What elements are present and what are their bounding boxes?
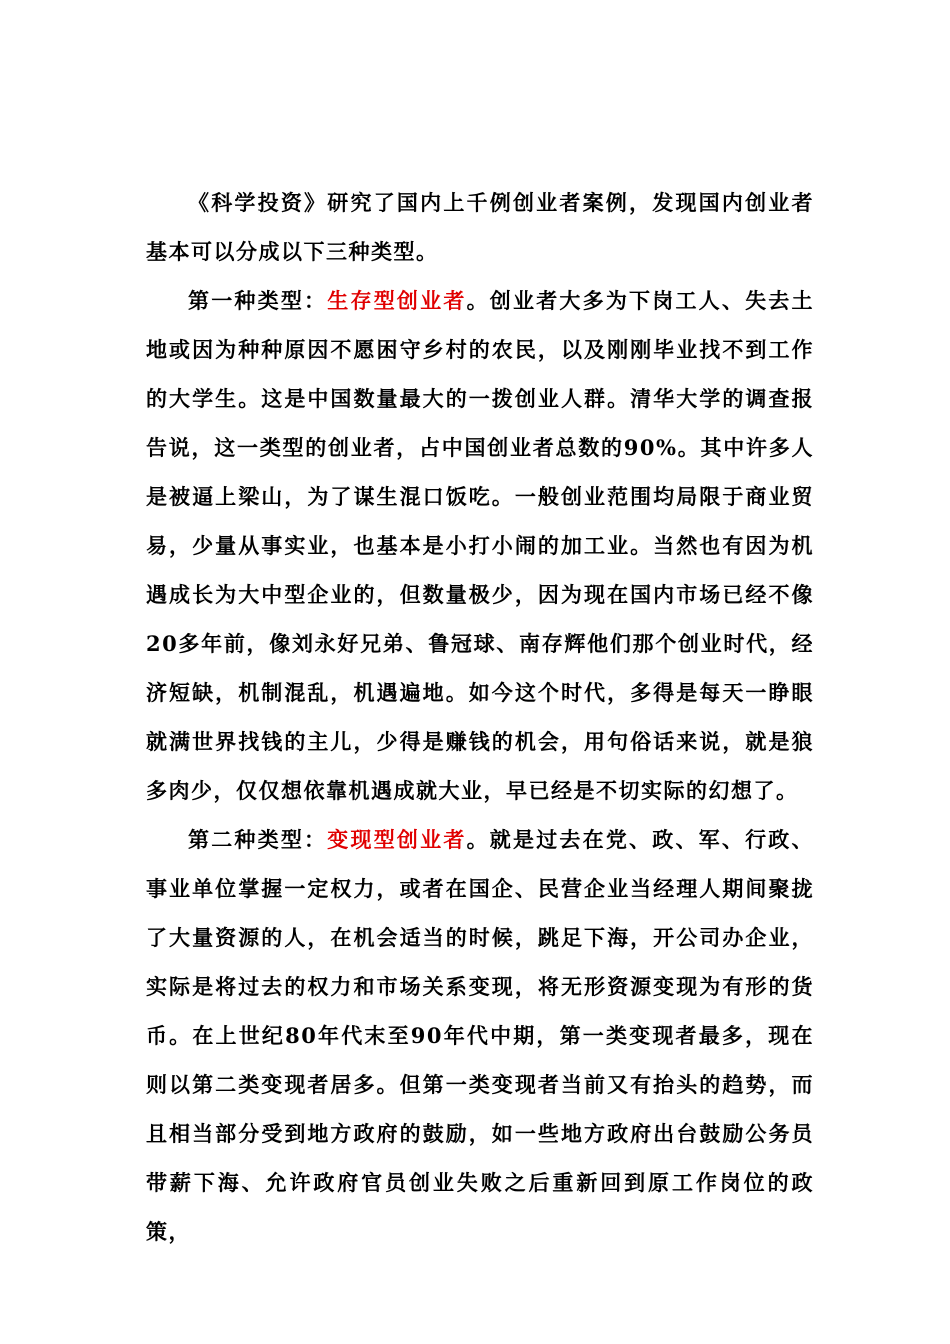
paragraph-intro-text: 《科学投资》研究了国内上千例创业者案例，发现国内创业者基本可以分成以下三种类型。 — [146, 190, 814, 264]
type-two-text: 。就是过去在党、政、军、行政、事业单位掌握一定权力，或者在国企、民营企业当经理人期间聚拢了大量资源的人，在机会适当的时候，跳足下海，开公司办企业，实际是将过去的权力和市场关系变现，将无形资源变现为有形的货币。在上世纪80年代末至90年代中期，第一类变现者最多，现在则以第二类变现者居多。但第一类变现者当前又有抬头的趋势，而且相当部分受到地方政府的鼓励，如一些地方政府出台鼓励公务员带薪下海、允许政府官员创业失败之后重新回到原工作岗位的政策， — [146, 827, 815, 1244]
document-body — [146, 178, 814, 1256]
type-two-lead: 第二种类型： — [188, 827, 328, 852]
type-one-text: 。创业者大多为下岗工人、失去土地或因为种种原因不愿困守乡村的农民，以及刚刚毕业找不到工作的大学生。这是中国数量最大的一拨创业人群。清华大学的调查报告说，这一类型的创业者，占中国创业者总数的90%。其中许多人是被逼上梁山，为了谋生混口饭吃。一般创业范围均局限于商业贸易，少量从事实业，也基本是小打小闹的加工业。当然也有因为机遇成长为大中型企业的，但数量极少，因为现在国内市场已经不像20多年前，像刘永好兄弟、鲁冠球、南存辉他们那个创业时代，经济短缺，机制混乱，机遇遍地。如今这个时代，多得是每天一睁眼就满世界找钱的主儿，少得是赚钱的机会，用句俗话来说，就是狼多肉少，仅仅想依靠机遇成就大业，早已经是不切实际的幻想了。 — [146, 288, 815, 803]
type-one-lead: 第一种类型： — [188, 288, 328, 313]
paragraph-type-two — [146, 815, 814, 1256]
type-one-highlight: 生存型创业者 — [327, 288, 467, 313]
type-two-highlight: 变现型创业者 — [327, 827, 467, 852]
paragraph-intro — [146, 178, 814, 276]
paragraph-type-one — [146, 276, 814, 815]
